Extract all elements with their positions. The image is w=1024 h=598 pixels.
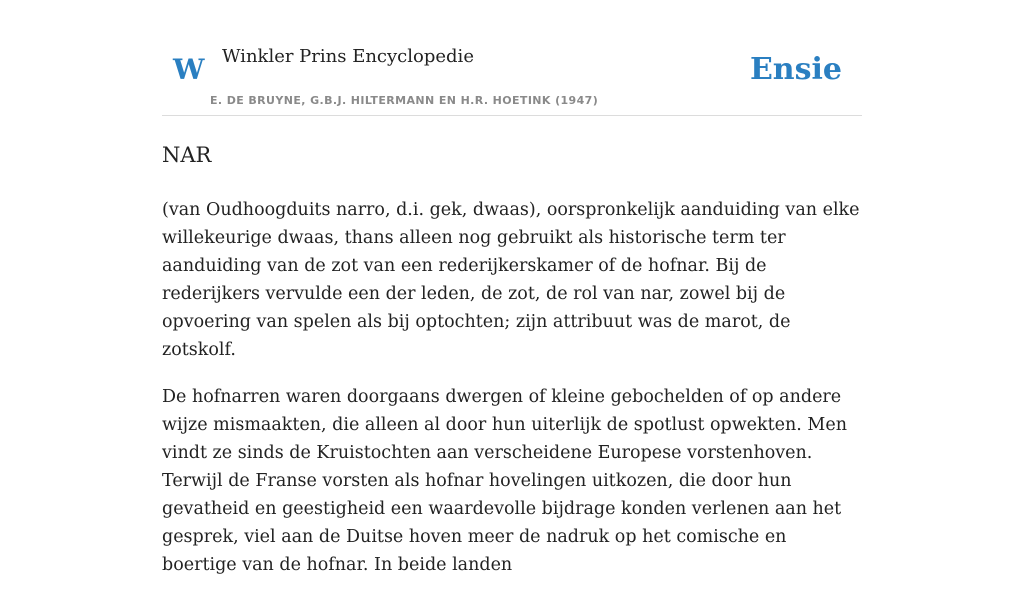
publication-authors: E. DE BRUYNE, G.B.J. HILTERMANN EN H.R. HOETINK (1947) xyxy=(210,94,599,107)
article xyxy=(162,138,862,598)
publication-title[interactable]: Winkler Prins Encyclopedie xyxy=(222,46,474,67)
article-paragraph: (van Oudhoogduits narro, d.i. gek, dwaas), oorspronkelijk aanduiding van elke willekeurige dwaas, thans alleen nog gebruikt als historische term ter aanduiding van de zot van een rederijkerskamer of de hofnar. Bij de rederijkers vervulde een der leden, de zot, de rol van nar, zowel bij de opvoering van spelen als bij optochten; zijn attribuut was de marot, de zotskolf. xyxy=(162,200,860,360)
article-paragraph: De hofnarren waren doorgaans dwergen of kleine gebochelden of op andere wijze mismaakten, die alleen al door hun uiterlijk de spotlust opwekten. Men vindt ze sinds de Kruistochten aan verscheidene Europese vorstenhoven. Terwijl de Franse vorsten als hofnar hovelingen uitkozen, die door hun gevatheid en geestigheid een waardevolle bijdrage konden verlenen aan het gesprek, viel aan de Duitse hoven meer de nadruk op het comische en boertige van de hofnar. In beide landen xyxy=(162,387,847,575)
site-header xyxy=(162,40,862,116)
ensie-logo[interactable]: Ensie xyxy=(749,52,842,87)
encyclopedia-logo-icon[interactable]: W xyxy=(173,53,205,86)
article-title: NAR xyxy=(162,143,212,167)
